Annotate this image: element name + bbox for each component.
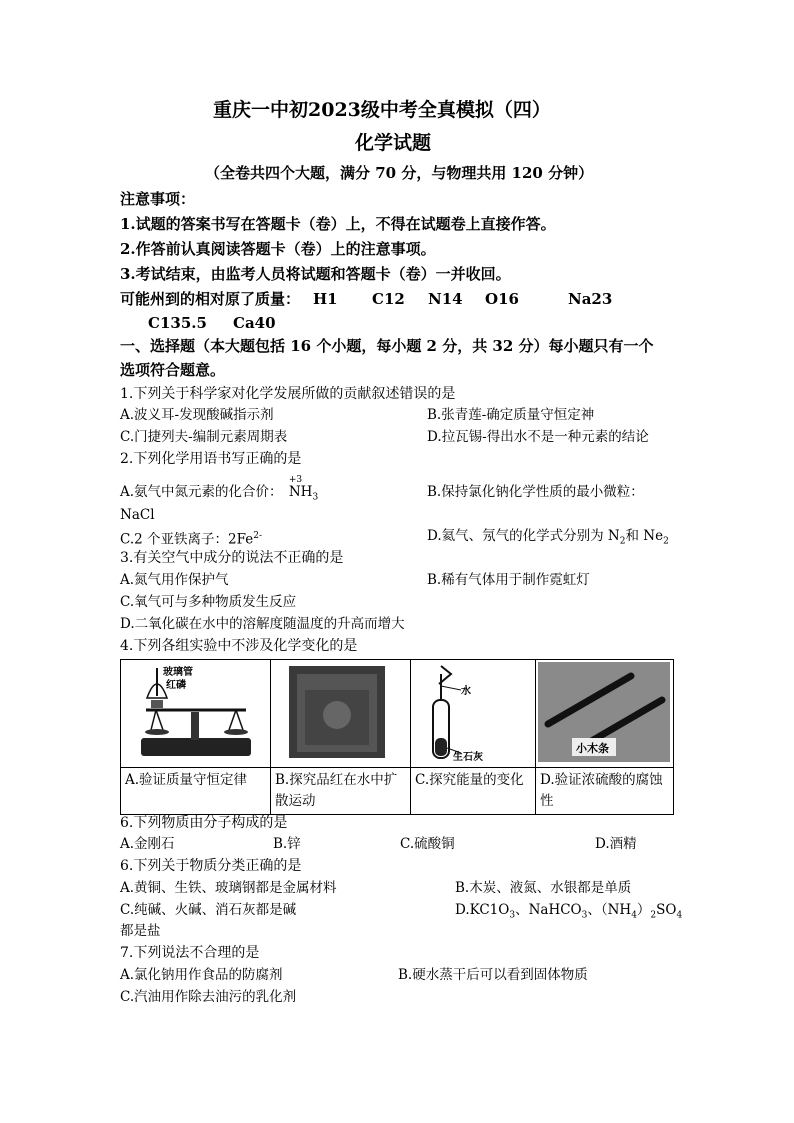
notice-item: 2.作答前认真阅读答题卡（卷）上的注意事项。 <box>120 240 436 258</box>
option-d: D.酒精 <box>595 836 637 852</box>
nitrogen-symbol: N <box>288 484 301 500</box>
notice-item: 1.试题的答案书写在答题卡（卷）上，不得在试题卷上直接作答。 <box>120 215 556 233</box>
option-d: D.二氧化碳在水中的溶解度随温度的升高而增大 <box>120 616 405 632</box>
subscript: 2 <box>650 910 657 921</box>
experiment-image-b <box>271 660 411 768</box>
option-a: A.金刚石 <box>120 836 175 852</box>
valence-formula <box>288 475 319 508</box>
exam-title: 重庆一中初2023级中考全真模拟（四） <box>213 99 551 121</box>
option-d-text: D.氦气、氖气的化学式分别为 N <box>427 528 620 544</box>
experiment-table <box>120 659 674 815</box>
option-b: B.木炭、液氮、水银都是单质 <box>455 880 632 896</box>
option-d-cont: 都是盐 <box>120 923 161 939</box>
section-heading: 一、选择题（本大题包括 16 个小题，每小题 2 分，共 32 分）每小题只有一个 <box>120 337 654 355</box>
mass-item: N14 <box>428 290 463 308</box>
subscript: 2 <box>619 536 626 547</box>
mass-item: C135.5 <box>148 314 207 332</box>
question-stem: 7.下列说法不合理的是 <box>120 945 260 961</box>
stick-label: 小木条 <box>576 742 609 755</box>
balance-apparatus-icon <box>121 660 271 767</box>
option-d: D.验证浓硫酸的腐蚀性 <box>536 768 674 815</box>
option-a: A.黄铜、生铁、玻璃钢都是金属材料 <box>120 880 337 896</box>
diffusion-photo-icon <box>271 660 411 767</box>
option-b: B.硬水蒸干后可以看到固体物质 <box>398 967 588 983</box>
option-c: C.纯碱、火碱、消石灰都是碱 <box>120 902 297 918</box>
valence-charge: +3 <box>288 475 303 485</box>
exam-subtitle: 化学试题 <box>355 132 432 154</box>
option-d: D.拉瓦锡-得出水不是一种元素的结论 <box>427 429 649 445</box>
subscript: 4 <box>676 910 683 921</box>
mass-label: 可能州到的相对原了质量： <box>120 290 301 308</box>
subscript: 4 <box>631 910 637 921</box>
subscript: 3 <box>581 910 588 921</box>
hydrogen-count: 3 <box>312 492 319 503</box>
formula-part: D.KC1O <box>455 902 510 918</box>
option-c: C.门捷列夫-编制元素周期表 <box>120 429 288 445</box>
red-phosphorus-label: 红磷 <box>166 680 186 691</box>
question-stem: 3.有关空气中成分的说法不正确的是 <box>120 550 344 566</box>
question-stem: 6.下列物质由分子构成的是 <box>120 815 288 831</box>
subscript: 2 <box>663 536 669 547</box>
quicklime-label: 生石灰 <box>453 752 483 763</box>
option-c: C.探究能量的变化 <box>411 768 536 815</box>
formula-part: 、NaHCO <box>515 902 582 918</box>
experiment-image-a <box>121 660 271 768</box>
water-label: 水 <box>461 686 471 697</box>
notice-heading: 注意事项： <box>120 190 196 208</box>
section-heading-cont: 选项符合题意。 <box>120 361 226 379</box>
option-b: B.保持氯化钠化学性质的最小微粒： <box>427 484 644 500</box>
option-c: C.氧气可与多种物质发生反应 <box>120 594 297 610</box>
option-a: A.氮气用作保护气 <box>120 572 229 588</box>
question-stem: 6.下列关于物质分类正确的是 <box>120 858 302 874</box>
formula-part: SO <box>656 902 677 918</box>
option-a: A.验证质量守恒定律 <box>121 768 271 815</box>
option-b-cont: NaCl <box>120 507 155 523</box>
question-stem: 1.下列关于科学家对化学发展所做的贡献叙述错误的是 <box>120 386 456 402</box>
formula-part: ） <box>636 902 651 918</box>
option-c: C.硫酸铜 <box>400 836 455 852</box>
option-c-text: C.2 个亚铁离子：2Fe <box>120 531 254 548</box>
option-a: A.波义耳-发现酸碱指示剂 <box>120 407 274 423</box>
option-d <box>455 900 682 926</box>
notice-item: 3.考试结束，由监考人员将试题和答题卡（卷）一并收回。 <box>120 265 511 283</box>
mass-item: C12 <box>372 290 405 308</box>
exam-note: （全卷共四个大题，满分 70 分，与物理共用 120 分钟） <box>205 164 594 182</box>
experiment-image-d <box>536 660 674 768</box>
mass-item: Ca40 <box>233 314 276 332</box>
glass-tube-label: 玻璃管 <box>163 667 193 678</box>
option-d-and: 和 Ne <box>625 528 664 544</box>
mass-item: O16 <box>485 290 519 308</box>
option-b: B.锌 <box>273 836 301 852</box>
question-stem: 4.下列各组实验中不涉及化学变化的是 <box>120 638 358 654</box>
subscript: 3 <box>509 910 516 921</box>
option-c <box>120 526 262 550</box>
formula-part: 、（NH <box>587 902 632 918</box>
option-d <box>427 526 669 552</box>
option-b: B.稀有气体用于制作霓虹灯 <box>427 572 590 588</box>
experiment-image-c <box>411 660 536 768</box>
option-c: C.汽油用作除去油污的乳化剂 <box>120 989 297 1005</box>
option-b: B.张青莲-确定质量守恒定神 <box>427 407 595 423</box>
mass-item: H1 <box>313 290 338 308</box>
mass-item: Na23 <box>568 290 613 308</box>
ion-charge: 2- <box>253 531 263 541</box>
option-a-text: A.氨气中氮元素的化合价： <box>120 484 283 500</box>
option-b: B.探究品红在水中扩散运动 <box>271 768 411 815</box>
question-stem: 2.下列化学用语书写正确的是 <box>120 451 302 467</box>
option-a <box>120 475 319 508</box>
option-a: A.氯化钠用作食品的防腐剂 <box>120 967 283 983</box>
hydrogen-symbol: H <box>300 484 313 500</box>
